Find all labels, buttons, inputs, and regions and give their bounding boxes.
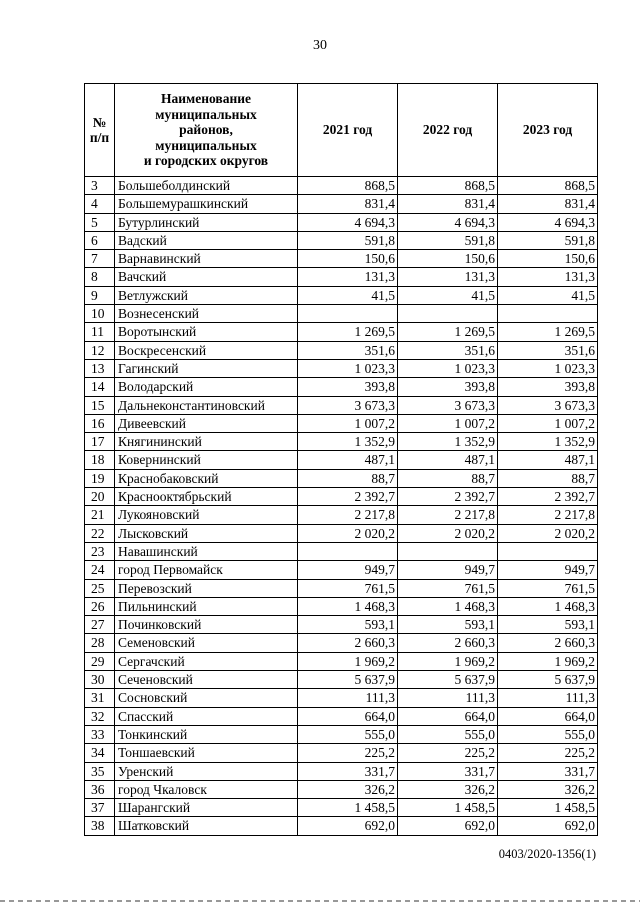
value-2023: 131,3 bbox=[498, 268, 598, 286]
row-number: 12 bbox=[85, 341, 115, 359]
row-name: Вачский bbox=[115, 268, 298, 286]
table-row bbox=[85, 725, 598, 743]
value-2021: 1 023,3 bbox=[298, 359, 398, 377]
value-2021: 487,1 bbox=[298, 451, 398, 469]
row-number: 13 bbox=[85, 359, 115, 377]
row-name: Дивеевский bbox=[115, 414, 298, 432]
table-row bbox=[85, 433, 598, 451]
value-2023: 5 637,9 bbox=[498, 671, 598, 689]
value-2022: 2 217,8 bbox=[398, 506, 498, 524]
value-2023: 664,0 bbox=[498, 707, 598, 725]
row-number: 31 bbox=[85, 689, 115, 707]
row-number: 8 bbox=[85, 268, 115, 286]
value-2021 bbox=[298, 305, 398, 323]
page-number: 30 bbox=[313, 38, 327, 53]
header-number bbox=[85, 84, 115, 177]
value-2022: 4 694,3 bbox=[398, 213, 498, 231]
value-2022: 1 007,2 bbox=[398, 414, 498, 432]
row-number: 22 bbox=[85, 524, 115, 542]
value-2021: 664,0 bbox=[298, 707, 398, 725]
value-2022: 41,5 bbox=[398, 286, 498, 304]
table-row bbox=[85, 378, 598, 396]
row-number: 34 bbox=[85, 744, 115, 762]
value-2022: 487,1 bbox=[398, 451, 498, 469]
row-name: Спасский bbox=[115, 707, 298, 725]
table-row bbox=[85, 213, 598, 231]
row-name: Лукояновский bbox=[115, 506, 298, 524]
row-number: 32 bbox=[85, 707, 115, 725]
row-number: 28 bbox=[85, 634, 115, 652]
row-name: Пильнинский bbox=[115, 597, 298, 615]
value-2023: 2 020,2 bbox=[498, 524, 598, 542]
header-name-line: районов, bbox=[179, 122, 233, 138]
value-2023: 761,5 bbox=[498, 579, 598, 597]
header-number-line: п/п bbox=[89, 130, 110, 145]
row-number: 4 bbox=[85, 195, 115, 213]
table-row bbox=[85, 177, 598, 195]
value-2021: 692,0 bbox=[298, 817, 398, 835]
value-2022: 150,6 bbox=[398, 250, 498, 268]
table-row bbox=[85, 250, 598, 268]
table-row bbox=[85, 634, 598, 652]
table-row bbox=[85, 469, 598, 487]
value-2023: 1 352,9 bbox=[498, 433, 598, 451]
value-2021: 1 458,5 bbox=[298, 799, 398, 817]
value-2022: 1 352,9 bbox=[398, 433, 498, 451]
row-name: Большеболдинский bbox=[115, 177, 298, 195]
row-number: 14 bbox=[85, 378, 115, 396]
value-2023: 1 468,3 bbox=[498, 597, 598, 615]
header-name-line: и городских округов bbox=[143, 153, 269, 169]
value-2021: 1 969,2 bbox=[298, 652, 398, 670]
table-row bbox=[85, 689, 598, 707]
row-number: 3 bbox=[85, 177, 115, 195]
value-2021: 831,4 bbox=[298, 195, 398, 213]
value-2021: 1 468,3 bbox=[298, 597, 398, 615]
value-2023: 555,0 bbox=[498, 725, 598, 743]
value-2021: 868,5 bbox=[298, 177, 398, 195]
row-name: Сергачский bbox=[115, 652, 298, 670]
value-2022: 2 392,7 bbox=[398, 488, 498, 506]
row-name: Сосновский bbox=[115, 689, 298, 707]
value-2021: 88,7 bbox=[298, 469, 398, 487]
value-2023: 88,7 bbox=[498, 469, 598, 487]
value-2021: 41,5 bbox=[298, 286, 398, 304]
row-number: 25 bbox=[85, 579, 115, 597]
row-name: Тонкинский bbox=[115, 725, 298, 743]
row-number: 9 bbox=[85, 286, 115, 304]
row-name: Княгининский bbox=[115, 433, 298, 451]
value-2023: 3 673,3 bbox=[498, 396, 598, 414]
table-row bbox=[85, 451, 598, 469]
row-number: 36 bbox=[85, 780, 115, 798]
row-name: Краснооктябрьский bbox=[115, 488, 298, 506]
row-name: Большемурашкинский bbox=[115, 195, 298, 213]
value-2023: 41,5 bbox=[498, 286, 598, 304]
value-2023: 2 660,3 bbox=[498, 634, 598, 652]
row-number: 16 bbox=[85, 414, 115, 432]
row-number: 11 bbox=[85, 323, 115, 341]
value-2021: 2 020,2 bbox=[298, 524, 398, 542]
value-2022: 326,2 bbox=[398, 780, 498, 798]
table-body bbox=[85, 177, 598, 836]
table-row bbox=[85, 707, 598, 725]
value-2021: 393,8 bbox=[298, 378, 398, 396]
value-2022: 949,7 bbox=[398, 561, 498, 579]
header-name-line: муниципальных bbox=[155, 106, 257, 122]
value-2022: 3 673,3 bbox=[398, 396, 498, 414]
value-2021: 2 217,8 bbox=[298, 506, 398, 524]
value-2021: 2 660,3 bbox=[298, 634, 398, 652]
value-2023: 111,3 bbox=[498, 689, 598, 707]
table-row bbox=[85, 359, 598, 377]
value-2022: 664,0 bbox=[398, 707, 498, 725]
table-row bbox=[85, 305, 598, 323]
header-2023: 2023 год bbox=[498, 84, 598, 177]
value-2022 bbox=[398, 305, 498, 323]
row-number: 6 bbox=[85, 231, 115, 249]
value-2022: 761,5 bbox=[398, 579, 498, 597]
table-row bbox=[85, 799, 598, 817]
table-row bbox=[85, 561, 598, 579]
header-name bbox=[115, 84, 298, 177]
value-2021: 131,3 bbox=[298, 268, 398, 286]
row-name: Семеновский bbox=[115, 634, 298, 652]
value-2023: 487,1 bbox=[498, 451, 598, 469]
value-2022: 331,7 bbox=[398, 762, 498, 780]
table-row bbox=[85, 762, 598, 780]
value-2023: 225,2 bbox=[498, 744, 598, 762]
header-name-line: Наименование bbox=[161, 91, 251, 107]
row-name: Вадский bbox=[115, 231, 298, 249]
value-2022: 111,3 bbox=[398, 689, 498, 707]
table-row bbox=[85, 817, 598, 835]
value-2023: 1 023,3 bbox=[498, 359, 598, 377]
value-2023: 393,8 bbox=[498, 378, 598, 396]
row-name: Ветлужский bbox=[115, 286, 298, 304]
value-2021: 1 269,5 bbox=[298, 323, 398, 341]
table-row bbox=[85, 652, 598, 670]
row-number: 10 bbox=[85, 305, 115, 323]
value-2022: 5 637,9 bbox=[398, 671, 498, 689]
value-2022: 593,1 bbox=[398, 616, 498, 634]
value-2022: 692,0 bbox=[398, 817, 498, 835]
table-row bbox=[85, 268, 598, 286]
value-2021: 4 694,3 bbox=[298, 213, 398, 231]
scan-edge-divider bbox=[0, 900, 640, 902]
table-row bbox=[85, 414, 598, 432]
value-2022: 591,8 bbox=[398, 231, 498, 249]
row-name: Дальнеконстантиновский bbox=[115, 396, 298, 414]
table-row bbox=[85, 341, 598, 359]
value-2023: 868,5 bbox=[498, 177, 598, 195]
value-2022: 131,3 bbox=[398, 268, 498, 286]
table-row bbox=[85, 744, 598, 762]
value-2022: 393,8 bbox=[398, 378, 498, 396]
table-header-row bbox=[85, 84, 598, 177]
row-number: 7 bbox=[85, 250, 115, 268]
row-name: Шатковский bbox=[115, 817, 298, 835]
value-2021: 351,6 bbox=[298, 341, 398, 359]
value-2023: 326,2 bbox=[498, 780, 598, 798]
value-2021: 225,2 bbox=[298, 744, 398, 762]
table-row bbox=[85, 286, 598, 304]
value-2021: 555,0 bbox=[298, 725, 398, 743]
row-number: 19 bbox=[85, 469, 115, 487]
row-number: 29 bbox=[85, 652, 115, 670]
value-2022: 1 468,3 bbox=[398, 597, 498, 615]
value-2023: 1 269,5 bbox=[498, 323, 598, 341]
row-number: 30 bbox=[85, 671, 115, 689]
value-2023: 351,6 bbox=[498, 341, 598, 359]
value-2023: 150,6 bbox=[498, 250, 598, 268]
row-number: 21 bbox=[85, 506, 115, 524]
value-2022: 225,2 bbox=[398, 744, 498, 762]
table-row bbox=[85, 488, 598, 506]
value-2023: 949,7 bbox=[498, 561, 598, 579]
row-number: 23 bbox=[85, 542, 115, 560]
value-2022: 1 023,3 bbox=[398, 359, 498, 377]
value-2022: 555,0 bbox=[398, 725, 498, 743]
row-name: Бутурлинский bbox=[115, 213, 298, 231]
row-name: Уренский bbox=[115, 762, 298, 780]
row-name: Сеченовский bbox=[115, 671, 298, 689]
table-row bbox=[85, 597, 598, 615]
row-name: Варнавинский bbox=[115, 250, 298, 268]
value-2021: 331,7 bbox=[298, 762, 398, 780]
value-2021: 761,5 bbox=[298, 579, 398, 597]
table-row bbox=[85, 506, 598, 524]
budget-table bbox=[84, 83, 598, 836]
table-row bbox=[85, 524, 598, 542]
value-2023: 2 217,8 bbox=[498, 506, 598, 524]
value-2022: 1 269,5 bbox=[398, 323, 498, 341]
row-name: Краснобаковский bbox=[115, 469, 298, 487]
row-number: 33 bbox=[85, 725, 115, 743]
value-2021: 150,6 bbox=[298, 250, 398, 268]
value-2022: 1 458,5 bbox=[398, 799, 498, 817]
value-2023: 1 007,2 bbox=[498, 414, 598, 432]
row-number: 37 bbox=[85, 799, 115, 817]
value-2021: 326,2 bbox=[298, 780, 398, 798]
row-name: Гагинский bbox=[115, 359, 298, 377]
value-2023: 1 458,5 bbox=[498, 799, 598, 817]
value-2023: 593,1 bbox=[498, 616, 598, 634]
row-number: 17 bbox=[85, 433, 115, 451]
row-name: город Первомайск bbox=[115, 561, 298, 579]
table-row bbox=[85, 616, 598, 634]
table-row bbox=[85, 323, 598, 341]
row-name: Ковернинский bbox=[115, 451, 298, 469]
value-2022: 868,5 bbox=[398, 177, 498, 195]
table-row bbox=[85, 780, 598, 798]
row-number: 24 bbox=[85, 561, 115, 579]
value-2021: 593,1 bbox=[298, 616, 398, 634]
row-name: Шарангский bbox=[115, 799, 298, 817]
value-2021: 1 007,2 bbox=[298, 414, 398, 432]
value-2022: 88,7 bbox=[398, 469, 498, 487]
table-row bbox=[85, 231, 598, 249]
row-number: 15 bbox=[85, 396, 115, 414]
row-number: 38 bbox=[85, 817, 115, 835]
value-2023: 4 694,3 bbox=[498, 213, 598, 231]
row-number: 20 bbox=[85, 488, 115, 506]
row-name: Воротынский bbox=[115, 323, 298, 341]
value-2021: 949,7 bbox=[298, 561, 398, 579]
value-2022: 2 020,2 bbox=[398, 524, 498, 542]
header-number-line: № bbox=[92, 114, 107, 130]
row-number: 5 bbox=[85, 213, 115, 231]
table-row bbox=[85, 195, 598, 213]
document-code: 0403/2020-1356(1) bbox=[498, 847, 596, 861]
row-number: 26 bbox=[85, 597, 115, 615]
value-2023: 1 969,2 bbox=[498, 652, 598, 670]
value-2022: 351,6 bbox=[398, 341, 498, 359]
value-2022 bbox=[398, 542, 498, 560]
header-2022: 2022 год bbox=[398, 84, 498, 177]
value-2023 bbox=[498, 305, 598, 323]
value-2023: 591,8 bbox=[498, 231, 598, 249]
row-name: Воскресенский bbox=[115, 341, 298, 359]
value-2023 bbox=[498, 542, 598, 560]
value-2021: 2 392,7 bbox=[298, 488, 398, 506]
row-name: Вознесенский bbox=[115, 305, 298, 323]
value-2022: 1 969,2 bbox=[398, 652, 498, 670]
value-2022: 2 660,3 bbox=[398, 634, 498, 652]
table-row bbox=[85, 396, 598, 414]
row-number: 27 bbox=[85, 616, 115, 634]
value-2021: 1 352,9 bbox=[298, 433, 398, 451]
row-number: 18 bbox=[85, 451, 115, 469]
value-2023: 331,7 bbox=[498, 762, 598, 780]
row-name: Починковский bbox=[115, 616, 298, 634]
row-name: город Чкаловск bbox=[115, 780, 298, 798]
value-2023: 831,4 bbox=[498, 195, 598, 213]
value-2023: 692,0 bbox=[498, 817, 598, 835]
table-row bbox=[85, 579, 598, 597]
header-2021: 2021 год bbox=[298, 84, 398, 177]
value-2023: 2 392,7 bbox=[498, 488, 598, 506]
value-2022: 831,4 bbox=[398, 195, 498, 213]
row-name: Навашинский bbox=[115, 542, 298, 560]
row-name: Володарский bbox=[115, 378, 298, 396]
table-row bbox=[85, 671, 598, 689]
value-2021: 5 637,9 bbox=[298, 671, 398, 689]
row-number: 35 bbox=[85, 762, 115, 780]
value-2021 bbox=[298, 542, 398, 560]
header-name-line: муниципальных bbox=[155, 137, 257, 153]
row-name: Лысковский bbox=[115, 524, 298, 542]
table-row bbox=[85, 542, 598, 560]
value-2021: 3 673,3 bbox=[298, 396, 398, 414]
row-name: Тоншаевский bbox=[115, 744, 298, 762]
row-name: Перевозский bbox=[115, 579, 298, 597]
value-2021: 111,3 bbox=[298, 689, 398, 707]
value-2021: 591,8 bbox=[298, 231, 398, 249]
